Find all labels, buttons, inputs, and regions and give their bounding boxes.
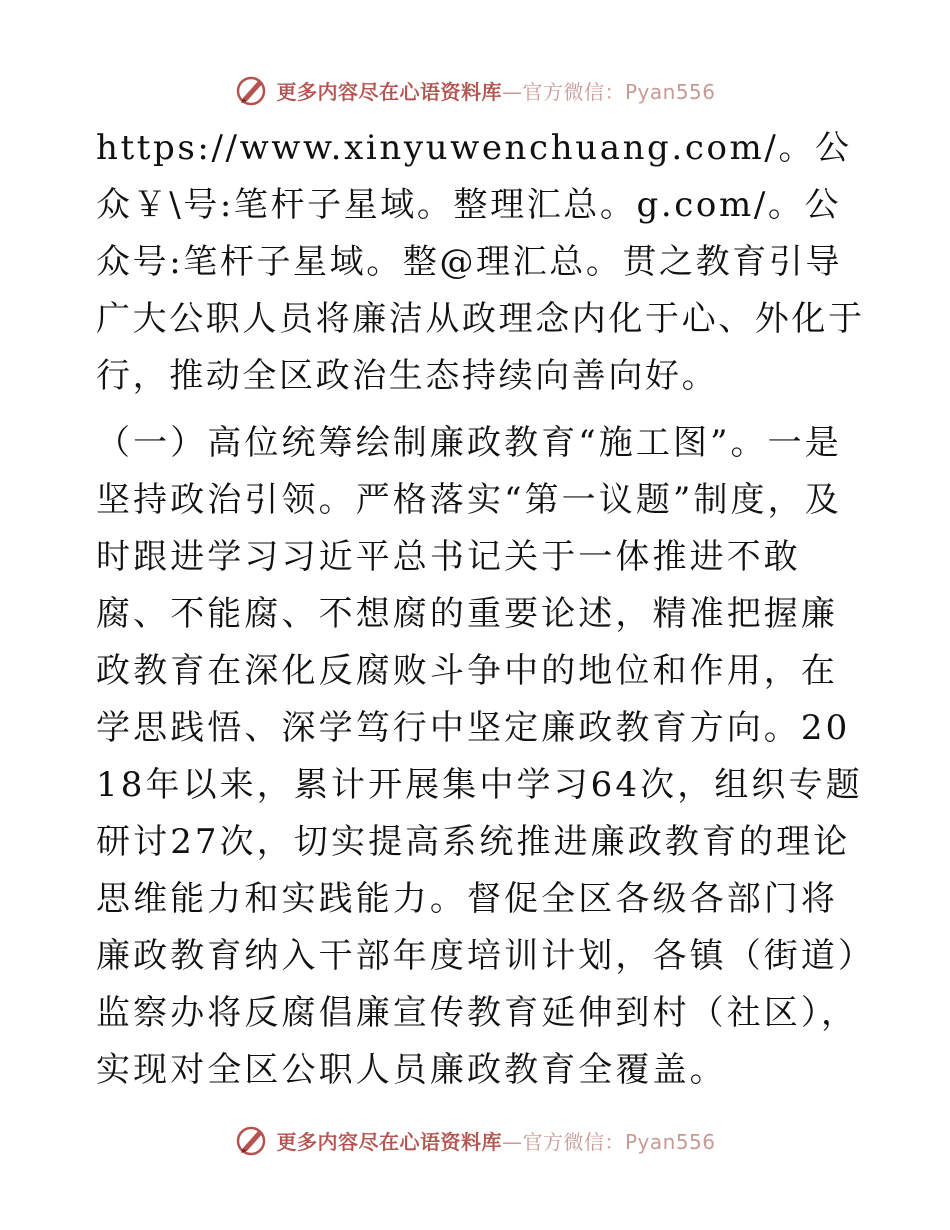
watermark-text <box>276 76 715 105</box>
watermark-wechat-label: 官方微信： <box>522 1129 625 1154</box>
watermark-wechat-label: 官方微信： <box>522 79 625 104</box>
watermark-brand: 更多内容尽在心语资料库 <box>276 1129 502 1154</box>
document-body <box>96 120 866 1099</box>
watermark-wechat-id: Pyan556 <box>624 79 716 104</box>
watermark-separator: — <box>501 79 523 104</box>
watermark-wechat-id: Pyan556 <box>624 1129 716 1154</box>
paragraph-2: （一）高位统筹绘制廉政教育“施工图”。一是坚持政治引领。严格落实“第一议题”制度，及时跟进学习习近平总书记关于一体推进不敢腐、不能腐、不想腐的重要论述，精准把握廉政教育在深化反腐败斗争中的地位和作用，在学思践悟、深学笃行中坚定廉政教育方向。2018年以来，累计开展集中学习64次，组织专题研讨27次，切实提高系统推进廉政教育的理论思维能力和实践能力。督促全区各级各部门将廉政教育纳入干部年度培训计划，各镇（街道）监察办将反腐倡廉宣传教育延伸到村（社区），实现对全区公职人员廉政教育全覆盖。 <box>96 423 863 1090</box>
pen-logo-icon <box>234 72 270 108</box>
watermark-separator: — <box>501 1129 523 1154</box>
watermark-text <box>276 1126 715 1155</box>
footer-watermark <box>0 1120 950 1160</box>
pen-logo-icon <box>234 1122 270 1158</box>
header-watermark <box>0 70 950 110</box>
watermark-brand: 更多内容尽在心语资料库 <box>276 79 502 104</box>
paragraph-1: https://www.xinyuwenchuang.com/。公众￥\号:笔杆子星域。整理汇总。g.com/。公众号:笔杆子星域。整@理汇总。贯之教育引导广大公职人员将廉洁从政理念内化于心、外化于行，推动全区政治生态持续向善向好。 <box>96 128 865 396</box>
